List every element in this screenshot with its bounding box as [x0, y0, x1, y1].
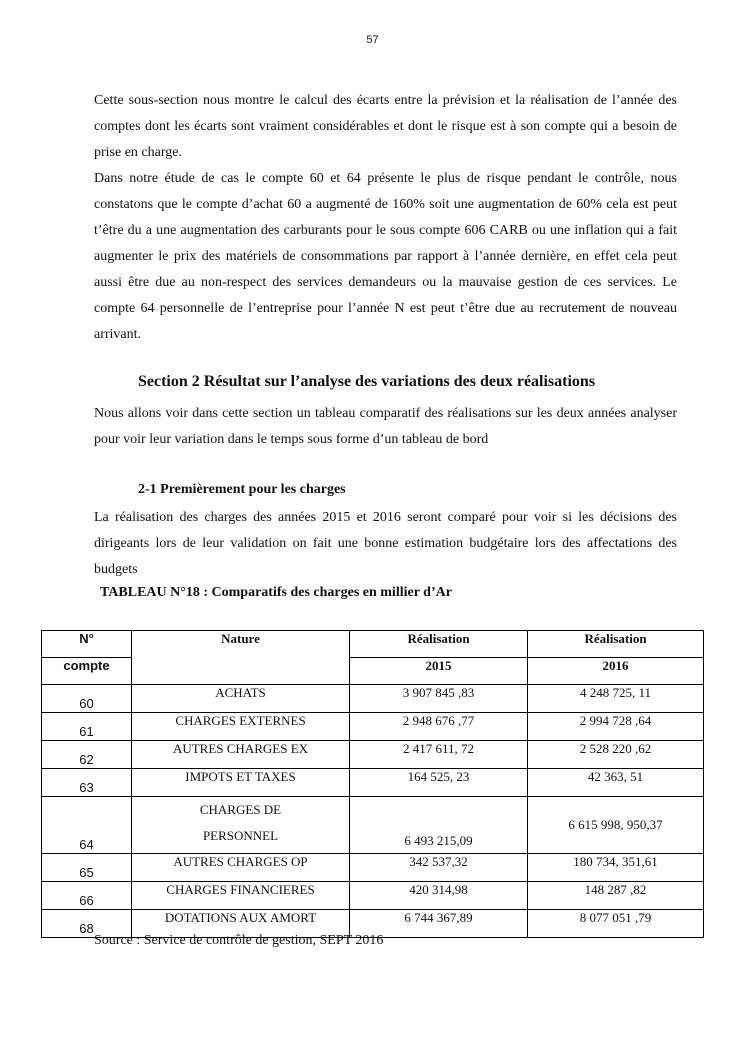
intro-paragraph-2: Dans notre étude de cas le compte 60 et 64 présente le plus de risque pendant le contrôle, nous constatons que le compte d’achat 60 a augmenté de 160% soit une augmentation de 60% cela est peut t’être du a une augmentation des carburants pour le sous compte 606 CARB ou une inflation qui a fait augmenter le prix des matériels de consommations par rapport à l’année dernière, en effet cela peut aussi être due au non-respect des services demandeurs ou la mauvaise gestion de ces services. Le compte 64 personnelle de l’entreprise pour l’année N est peut t’être due au recrutement de nouveau arrivant. [94, 171, 677, 342]
table-row [42, 741, 704, 769]
account-number: 62 [42, 741, 132, 769]
header-real-2016: Réalisation [528, 631, 704, 658]
value-2016: 2 528 220 ,62 [528, 741, 704, 769]
header-num-bottom: compte [42, 658, 132, 685]
header-year-2015: 2015 [350, 658, 528, 685]
header-real-2015: Réalisation [350, 631, 528, 658]
account-number: 61 [42, 713, 132, 741]
value-2015: 164 525, 23 [350, 769, 528, 797]
account-number: 66 [42, 882, 132, 910]
section-title: Section 2 Résultat sur l’analyse des variations des deux réalisations [138, 373, 596, 390]
account-nature: CHARGES EXTERNES [132, 713, 350, 741]
subsection-title: 2-1 Premièrement pour les charges [138, 482, 346, 497]
account-nature-line-1: CHARGES DE [199, 802, 282, 817]
account-number: 64 [42, 797, 132, 854]
table-row [42, 769, 704, 797]
value-2015: 6 493 215,09 [350, 797, 528, 854]
page-number: 57 [366, 34, 379, 46]
table-row [42, 882, 704, 910]
value-2016: 2 994 728 ,64 [528, 713, 704, 741]
header-year-2016: 2016 [528, 658, 704, 685]
value-2016: 148 287 ,82 [528, 882, 704, 910]
account-nature: ACHATS [132, 685, 350, 713]
table-row [42, 854, 704, 882]
table-row [42, 797, 704, 854]
account-nature-line-2: PERSONNEL [202, 828, 279, 843]
value-2015: 6 744 367,89 [350, 910, 528, 938]
subsection-paragraph: La réalisation des charges des années 2015 et 2016 seront comparé pour voir si les décisions des dirigeants lors de leur validation on fait une bonne estimation budgétaire lors des affectations des budgets [94, 510, 677, 577]
value-2016: 8 077 051 ,79 [528, 910, 704, 938]
account-nature: AUTRES CHARGES OP [132, 854, 350, 882]
account-number: 65 [42, 854, 132, 882]
table-caption: TABLEAU N°18 : Comparatifs des charges en millier d’Ar [100, 585, 452, 600]
value-2016: 180 734, 351,61 [528, 854, 704, 882]
table-row [42, 685, 704, 713]
value-2015: 2 417 611, 72 [350, 741, 528, 769]
header-num-top: N° [42, 631, 132, 658]
header-nature: Nature [132, 631, 350, 685]
account-number: 63 [42, 769, 132, 797]
value-2015: 3 907 845 ,83 [350, 685, 528, 713]
account-nature [132, 797, 350, 854]
table-row [42, 713, 704, 741]
charges-table [41, 630, 704, 938]
intro-paragraph-1: Cette sous-section nous montre le calcul des écarts entre la prévision et la réalisation de l’année des comptes dont les écarts sont vraiment considérables et dont le risque est à son compte qui a besoin de prise en charge. [94, 93, 677, 160]
value-2016: 42 363, 51 [528, 769, 704, 797]
value-2015: 342 537,32 [350, 854, 528, 882]
account-number: 68 [42, 910, 132, 938]
value-2015: 2 948 676 ,77 [350, 713, 528, 741]
account-nature: IMPOTS ET TAXES [132, 769, 350, 797]
value-2016: 4 248 725, 11 [528, 685, 704, 713]
source-note: Source : Service de contrôle de gestion, SEPT 2016 [94, 933, 384, 948]
account-number: 60 [42, 685, 132, 713]
account-nature: CHARGES FINANCIERES [132, 882, 350, 910]
value-2015: 420 314,98 [350, 882, 528, 910]
section-paragraph: Nous allons voir dans cette section un tableau comparatif des réalisations sur les deux années analyser pour voir leur variation dans le temps sous forme d’un tableau de bord [94, 406, 677, 447]
account-nature: AUTRES CHARGES EX [132, 741, 350, 769]
account-nature: DOTATIONS AUX AMORT [132, 910, 350, 938]
value-2016: 6 615 998, 950,37 [528, 797, 704, 854]
